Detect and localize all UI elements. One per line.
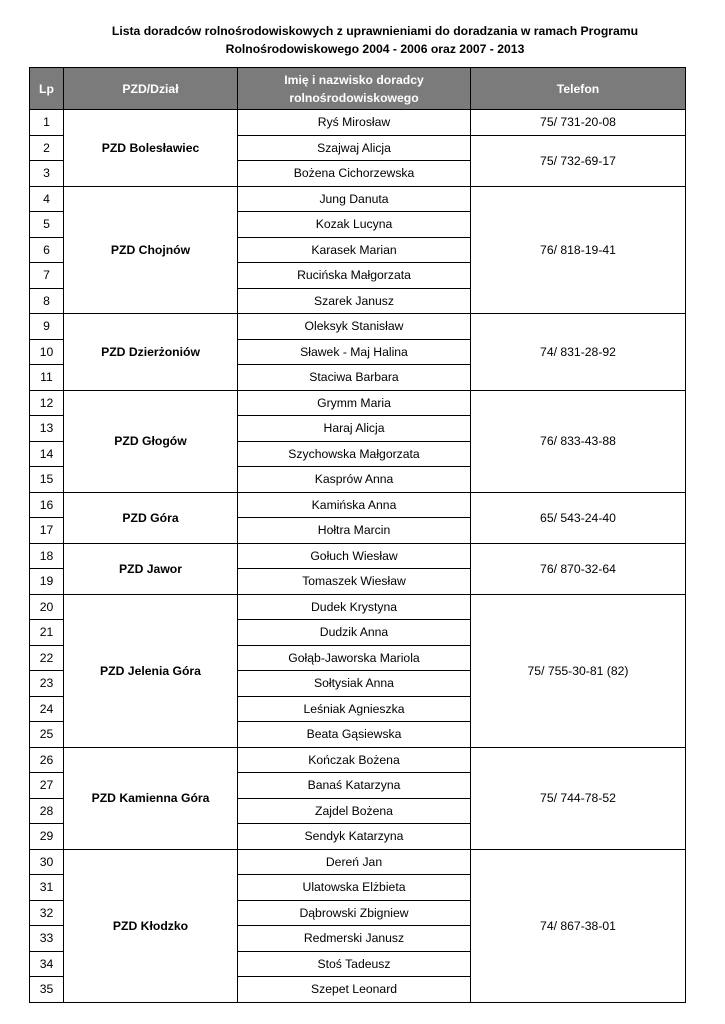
advisor-name-cell: Sołtysiak Anna: [238, 671, 471, 697]
lp-cell: 14: [30, 441, 64, 467]
advisor-name-cell: Szajwaj Alicja: [238, 135, 471, 161]
advisor-name-cell: Karasek Marian: [238, 237, 471, 263]
phone-cell: 76/ 833-43-88: [471, 390, 686, 492]
lp-cell: 12: [30, 390, 64, 416]
table-body: [30, 110, 686, 1003]
advisor-name-cell: Haraj Alicja: [238, 416, 471, 442]
advisor-name-cell: Rucińska Małgorzata: [238, 263, 471, 289]
advisors-table: [29, 67, 686, 1003]
lp-cell: 17: [30, 518, 64, 544]
title-line-1: Lista doradców rolnośrodowiskowych z uprawnieniami do doradzania w ramach Programu: [111, 24, 639, 38]
lp-cell: 34: [30, 951, 64, 977]
header-name-line-1: Imię i nazwisko doradcy: [284, 72, 424, 87]
unit-cell: PZD Głogów: [64, 390, 238, 492]
unit-cell: PZD Góra: [64, 492, 238, 543]
advisor-name-cell: Jung Danuta: [238, 186, 471, 212]
advisor-name-cell: Dudzik Anna: [238, 620, 471, 646]
unit-cell: PZD Jelenia Góra: [64, 594, 238, 747]
unit-cell: PZD Kamienna Góra: [64, 747, 238, 849]
advisor-name-cell: Sławek - Maj Halina: [238, 339, 471, 365]
lp-cell: 1: [30, 110, 64, 136]
lp-cell: 23: [30, 671, 64, 697]
advisor-name-cell: Hołtra Marcin: [238, 518, 471, 544]
advisor-name-cell: Dereń Jan: [238, 849, 471, 875]
table-row: [30, 186, 686, 212]
lp-cell: 11: [30, 365, 64, 391]
header-unit: PZD/Dział: [64, 68, 238, 110]
advisor-name-cell: Zajdel Bożena: [238, 798, 471, 824]
advisor-name-cell: Stoś Tadeusz: [238, 951, 471, 977]
header-phone: Telefon: [471, 68, 686, 110]
advisor-name-cell: Szychowska Małgorzata: [238, 441, 471, 467]
advisor-name-cell: Staciwa Barbara: [238, 365, 471, 391]
table-row: [30, 594, 686, 620]
unit-cell: PZD Kłodzko: [64, 849, 238, 1002]
advisor-name-cell: Ryś Mirosław: [238, 110, 471, 136]
header-name: [238, 68, 471, 110]
advisor-name-cell: Sendyk Katarzyna: [238, 824, 471, 850]
unit-cell: PZD Chojnów: [64, 186, 238, 314]
lp-cell: 6: [30, 237, 64, 263]
lp-cell: 10: [30, 339, 64, 365]
lp-cell: 33: [30, 926, 64, 952]
phone-cell: 74/ 831-28-92: [471, 314, 686, 391]
lp-cell: 15: [30, 467, 64, 493]
lp-cell: 35: [30, 977, 64, 1003]
table-row: [30, 849, 686, 875]
lp-cell: 3: [30, 161, 64, 187]
advisor-name-cell: Oleksyk Stanisław: [238, 314, 471, 340]
table-row: [30, 492, 686, 518]
phone-cell: 76/ 870-32-64: [471, 543, 686, 594]
advisor-name-cell: Grymm Maria: [238, 390, 471, 416]
advisor-name-cell: Bożena Cichorzewska: [238, 161, 471, 187]
advisor-name-cell: Szepet Leonard: [238, 977, 471, 1003]
advisor-name-cell: Kasprów Anna: [238, 467, 471, 493]
advisor-name-cell: Szarek Janusz: [238, 288, 471, 314]
phone-cell: 75/ 755-30-81 (82): [471, 594, 686, 747]
lp-cell: 2: [30, 135, 64, 161]
advisor-name-cell: Banaś Katarzyna: [238, 773, 471, 799]
advisor-name-cell: Gołąb-Jaworska Mariola: [238, 645, 471, 671]
header-name-line-2: rolnośrodowiskowego: [289, 90, 419, 105]
phone-cell: 74/ 867-38-01: [471, 849, 686, 1002]
table-row: [30, 110, 686, 136]
table-row: [30, 543, 686, 569]
lp-cell: 8: [30, 288, 64, 314]
lp-cell: 26: [30, 747, 64, 773]
document-title: [60, 22, 690, 58]
lp-cell: 7: [30, 263, 64, 289]
lp-cell: 5: [30, 212, 64, 238]
table-row: [30, 314, 686, 340]
lp-cell: 32: [30, 900, 64, 926]
phone-cell: 75/ 731-20-08: [471, 110, 686, 136]
unit-cell: PZD Bolesławiec: [64, 110, 238, 187]
lp-cell: 25: [30, 722, 64, 748]
header-lp: Lp: [30, 68, 64, 110]
advisor-name-cell: Kończak Bożena: [238, 747, 471, 773]
lp-cell: 24: [30, 696, 64, 722]
advisor-name-cell: Dąbrowski Zbigniew: [238, 900, 471, 926]
lp-cell: 21: [30, 620, 64, 646]
advisor-name-cell: Kozak Lucyna: [238, 212, 471, 238]
lp-cell: 22: [30, 645, 64, 671]
advisor-name-cell: Kamińska Anna: [238, 492, 471, 518]
lp-cell: 20: [30, 594, 64, 620]
phone-cell: 75/ 732-69-17: [471, 135, 686, 186]
title-line-2: Rolnośrodowiskowego 2004 - 2006 oraz 2007 - 2013: [225, 42, 525, 56]
lp-cell: 29: [30, 824, 64, 850]
phone-cell: 75/ 744-78-52: [471, 747, 686, 849]
lp-cell: 27: [30, 773, 64, 799]
lp-cell: 19: [30, 569, 64, 595]
lp-cell: 28: [30, 798, 64, 824]
phone-cell: 76/ 818-19-41: [471, 186, 686, 314]
lp-cell: 31: [30, 875, 64, 901]
lp-cell: 4: [30, 186, 64, 212]
advisor-name-cell: Gołuch Wiesław: [238, 543, 471, 569]
lp-cell: 18: [30, 543, 64, 569]
unit-cell: PZD Dzierżoniów: [64, 314, 238, 391]
unit-cell: PZD Jawor: [64, 543, 238, 594]
phone-cell: 65/ 543-24-40: [471, 492, 686, 543]
advisor-name-cell: Redmerski Janusz: [238, 926, 471, 952]
table-row: [30, 390, 686, 416]
advisor-name-cell: Leśniak Agnieszka: [238, 696, 471, 722]
table-row: [30, 747, 686, 773]
lp-cell: 16: [30, 492, 64, 518]
lp-cell: 30: [30, 849, 64, 875]
lp-cell: 13: [30, 416, 64, 442]
advisor-name-cell: Ulatowska Elżbieta: [238, 875, 471, 901]
table-header-row: [30, 68, 686, 110]
lp-cell: 9: [30, 314, 64, 340]
advisor-name-cell: Beata Gąsiewska: [238, 722, 471, 748]
advisor-name-cell: Dudek Krystyna: [238, 594, 471, 620]
advisor-name-cell: Tomaszek Wiesław: [238, 569, 471, 595]
